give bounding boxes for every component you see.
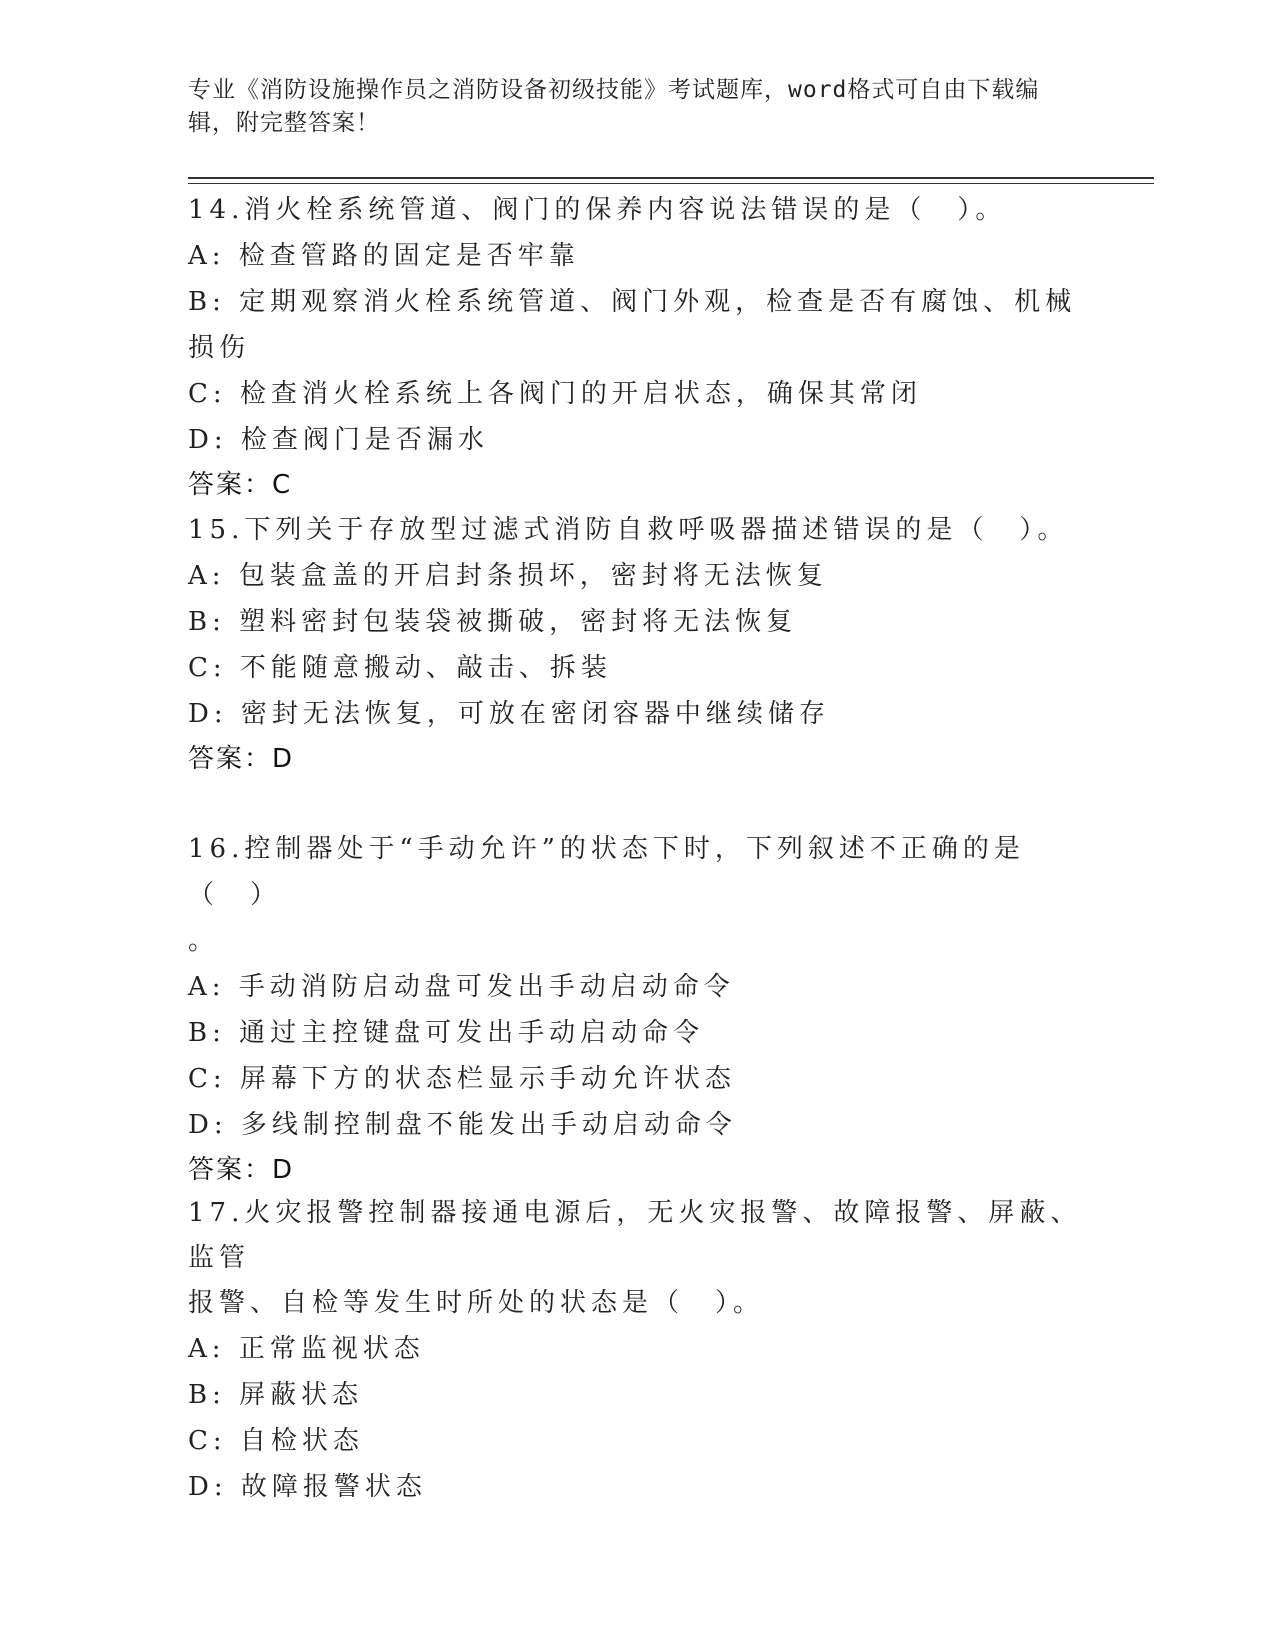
header-line-2: 辑，附完整答案！ [188,110,380,136]
answer: 答案：C [188,470,293,500]
page-header [188,74,1068,140]
option-d: D: 密封无法恢复，可放在密闭容器中继续储存 [188,699,830,729]
option-b: B: 屏蔽状态 [188,1380,364,1410]
question-14 [188,188,1088,507]
option-a: A: 正常监视状态 [188,1334,425,1364]
option-c: C: 屏幕下方的状态栏显示手动允许状态 [188,1064,736,1094]
question-15 [188,508,1088,781]
option-b: B: 塑料密封包装袋被撕破，密封将无法恢复 [188,607,798,637]
question-stem: 17.火灾报警控制器接通电源后，无火灾报警、故障报警、屏蔽、监管 [188,1198,1082,1273]
option-b: B: 定期观察消火栓系统管道、阀门外观，检查是否有腐蚀、机械损伤 [188,287,1077,363]
option-a: A: 检查管路的固定是否牢靠 [188,241,580,271]
answer: 答案：D [188,744,295,774]
question-stem: 16.控制器处于“手动允许”的状态下时，下列叙述不正确的是（ ） [188,834,1025,910]
option-a: A: 包装盒盖的开启封条损坏，密封将无法恢复 [188,561,828,591]
header-rule-thick [188,177,1154,179]
question-stem: 14.消火栓系统管道、阀门的保养内容说法错误的是（ ）。 [188,195,1007,225]
option-d: D: 检查阀门是否漏水 [188,425,489,455]
question-stem-continued: 报警、自检等发生时所处的状态是（ ）。 [188,1288,765,1318]
question-17 [188,1191,1088,1510]
option-c: C: 不能随意搬动、敲击、拆装 [188,653,612,683]
header-rule-thin [188,183,1154,184]
question-stem: 15.下列关于存放型过滤式消防自救呼吸器描述错误的是（ ）。 [188,515,1069,545]
option-b: B: 通过主控键盘可发出手动启动命令 [188,1018,705,1048]
question-16 [188,826,1088,1192]
header-line-1: 专业《消防设施操作员之消防设备初级技能》考试题库，word格式可自由下载编 [188,77,1040,103]
option-a: A: 手动消防启动盘可发出手动启动命令 [188,972,735,1002]
option-d: D: 多线制控制盘不能发出手动启动命令 [188,1110,737,1140]
option-c: C: 检查消火栓系统上各阀门的开启状态，确保其常闭 [188,379,922,409]
question-stem-continued: 。 [188,926,220,956]
option-c: C: 自检状态 [188,1426,364,1456]
option-d: D: 故障报警状态 [188,1472,427,1502]
answer: 答案：D [188,1155,295,1185]
